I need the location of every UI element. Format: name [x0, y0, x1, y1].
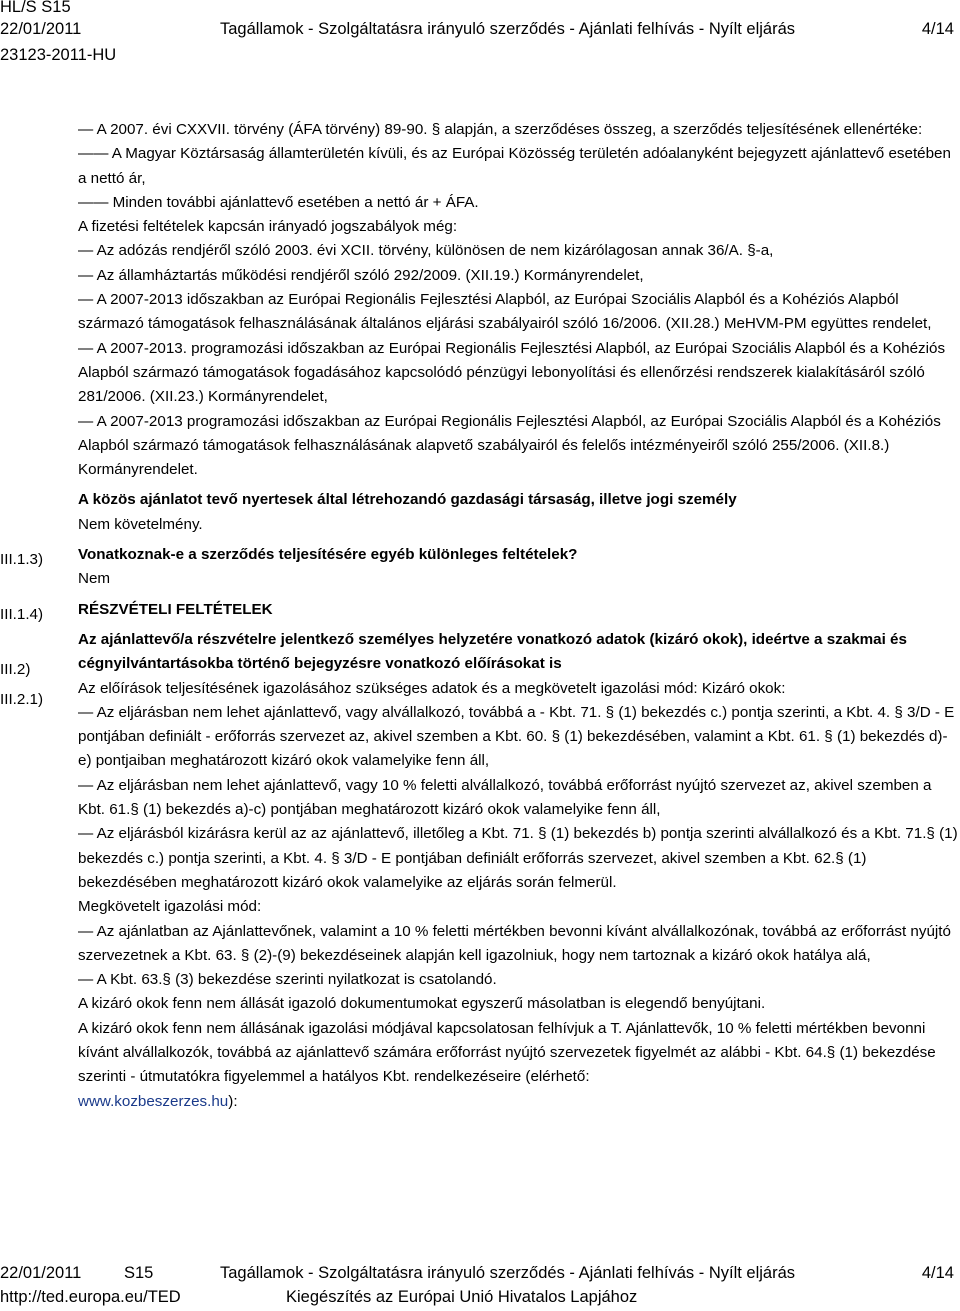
footer-title: Tagállamok - Szolgáltatásra irányuló szerződés - Ajánlati felhívás - Nyílt eljárás: [220, 1264, 796, 1282]
body-paragraph: A fizetési feltételek kapcsán irányadó jogszabályok még:: [78, 218, 458, 236]
section-number: III.2): [0, 661, 31, 678]
page-header: [0, 0, 960, 70]
header-date: 22/01/2011: [0, 20, 82, 38]
body-paragraph: — A 2007-2013 időszakban az Európai Regionális Fejlesztési Alapból, az Európai Szociális Alapból és a Kohéziós Alapból származó támogatások felhasználásának általános eljárási szabályairól szóló 16/2006. (XII.28.) MeHVM-PM együttes rendelet,: [78, 291, 932, 333]
body-paragraph: —— A Magyar Köztársaság államterületén kívüli, és az Európai Közösség területén adóalanyként bejegyzett ajánlattevő esetében a nettó ár,: [78, 145, 951, 187]
section-text: — Az eljárásban nem lehet ajánlattevő, vagy alvállalkozó, továbbá a - Kbt. 71. § (1) bekezdés c.) pontja szerinti, a Kbt. 4. § 3/D - E pontjában definiált - erőforrás szervezet az, akivel szemben a Kbt. 60. § (1) bekezdésében, valamint a Kbt. 61. § (1) bekezdés d)-e) pontjaiban meghatározott kizáró okok valamelyike fenn áll,: [78, 703, 955, 770]
section-text: A kizáró okok fenn nem állását igazoló dokumentumokat egyszerű másolatban is elegendő benyújtani.: [78, 995, 766, 1013]
footer-page-number: 4/14: [921, 1264, 954, 1282]
body-paragraph: —— Minden további ajánlattevő esetében a nettó ár + ÁFA.: [78, 193, 479, 211]
doc-number: 23123-2011-HU: [0, 46, 117, 64]
body-paragraph: — A 2007-2013 programozási időszakban az Európai Regionális Fejlesztési Alapból, az Európai Szociális Alapból és a Kohéziós Alapból származó támogatások felhasználásának alapvető szabályairól és felelős intézményeiről szóló 255/2006. (XII.8.) Kormányrendelet.: [78, 412, 941, 479]
section-text: [78, 1017, 958, 1114]
section-heading: RÉSZVÉTELI FELTÉTELEK: [78, 600, 273, 618]
section-number: III.1.4): [0, 606, 44, 623]
page-footer: [0, 1263, 960, 1311]
section-heading: A közös ajánlatot tevő nyertesek által létrehozandó gazdasági társaság, illetve jogi személy: [78, 491, 737, 509]
footer-ted-link[interactable]: http://ted.europa.eu/TED: [0, 1288, 181, 1306]
section-text: — Az eljárásban nem lehet ajánlattevő, vagy 10 % feletti alvállalkozó, továbbá erőforrást nyújtó szervezet az, akivel szemben a Kbt. 61.§ (1) bekezdés a)-c) pontjában meghatározott kizáró okok valamelyike fenn áll,: [78, 776, 932, 819]
kozbeszerzes-link[interactable]: www.kozbeszerzes.hu: [78, 1092, 229, 1110]
footer-supplement: Kiegészítés az Európai Unió Hivatalos Lapjához: [286, 1288, 638, 1306]
footer-date: 22/01/2011: [0, 1264, 82, 1282]
link-suffix: ):: [228, 1092, 238, 1110]
body-paragraph: — Az adózás rendjéről szóló 2003. évi XCII. törvény, különösen de nem kizárólagosan annak 36/A. §-a,: [78, 242, 774, 260]
section-heading: Az ajánlattevő/a részvételre jelentkező személyes helyzetére vonatkozó adatok (kizáró okok), ideértve a szakmai és cégnyilvántartásokba történő bejegyzésre vonatkozó előírásokat is: [78, 630, 907, 673]
section-heading: Vonatkoznak-e a szerződés teljesítésére egyéb különleges feltételek?: [78, 546, 578, 564]
section-text: Az előírások teljesítésének igazolásához szükséges adatok és a megkövetelt igazolási mód: Kizáró okok:: [78, 679, 786, 697]
section-text: — Az ajánlatban az Ajánlattevőnek, valamint a 10 % feletti mértékben bevonni kívánt alvállalkozónak, továbbá az erőforrást nyújtó szervezetnek a Kbt. 63. § (2)-(9) bekezdéseinek alapján kell igazolniuk, hogy nem tartoznak a kizáró okok hatálya alá,: [78, 922, 951, 964]
body-paragraph: — Az államháztartás működési rendjéről szóló 292/2009. (XII.19.) Kormányrendelet,: [78, 266, 644, 284]
section-number: III.2.1): [0, 691, 44, 708]
section-text: — A Kbt. 63.§ (3) bekezdése szerinti nyilatkozat is csatolandó.: [78, 971, 497, 989]
section-text: Nem: [78, 570, 111, 588]
footer-issue: S15: [124, 1264, 154, 1282]
body-paragraph: — A 2007-2013. programozási időszakban az Európai Regionális Fejlesztési Alapból, az Európai Szociális Alapból és a Kohéziós Alapból származó támogatások fogadásához kapcsolódó pénzügyi lebonyolítási és ellenőrzési rendszerek kialakításáról szóló 281/2006. (XII.23.) Kormányrendelet,: [78, 339, 946, 406]
body-paragraph: — A 2007. évi CXXVII. törvény (ÁFA törvény) 89-90. § alapján, a szerződéses összeg, a szerződés teljesítésének ellenértéke:: [78, 121, 923, 138]
section-text-content: A kizáró okok fenn nem állásának igazolási módjával kapcsolatosan felhívjuk a T. Ajánlattevők, 10 % feletti mértékben bevonni kívánt alvállalkozók, továbbá az ajánlattevő számára erőforrást nyújtó szervezetek figyelmét az alábbi - Kbt. 64.§ (1) bekezdése szerinti - útmutatókra figyelemmel a hatályos Kbt. rendelkezéseire (elérhető:: [78, 1019, 936, 1086]
header-page-number: 4/14: [921, 20, 954, 38]
section-text: Megkövetelt igazolási mód:: [78, 898, 262, 916]
section-number: III.1.3): [0, 551, 44, 568]
section-text: Nem követelmény.: [78, 515, 203, 533]
document-body: [78, 118, 958, 1114]
journal-id: HL/S S15: [0, 0, 71, 16]
header-title: Tagállamok - Szolgáltatásra irányuló szerződés - Ajánlati felhívás - Nyílt eljárás: [220, 20, 796, 38]
section-text: — Az eljárásból kizárásra kerül az az ajánlattevő, illetőleg a Kbt. 71. § (1) bekezdés b) pontja szerinti alvállalkozó és a Kbt. 71.§ (1) bekezdés c.) pontja szerinti, a Kbt. 4. § 3/D - E pontjában definiált erőforrás szervezet, akivel szemben a Kbt. 62.§ (1) bekezdésében meghatározott kizáró okok valamelyike az eljárás során felmerül.: [78, 825, 958, 891]
